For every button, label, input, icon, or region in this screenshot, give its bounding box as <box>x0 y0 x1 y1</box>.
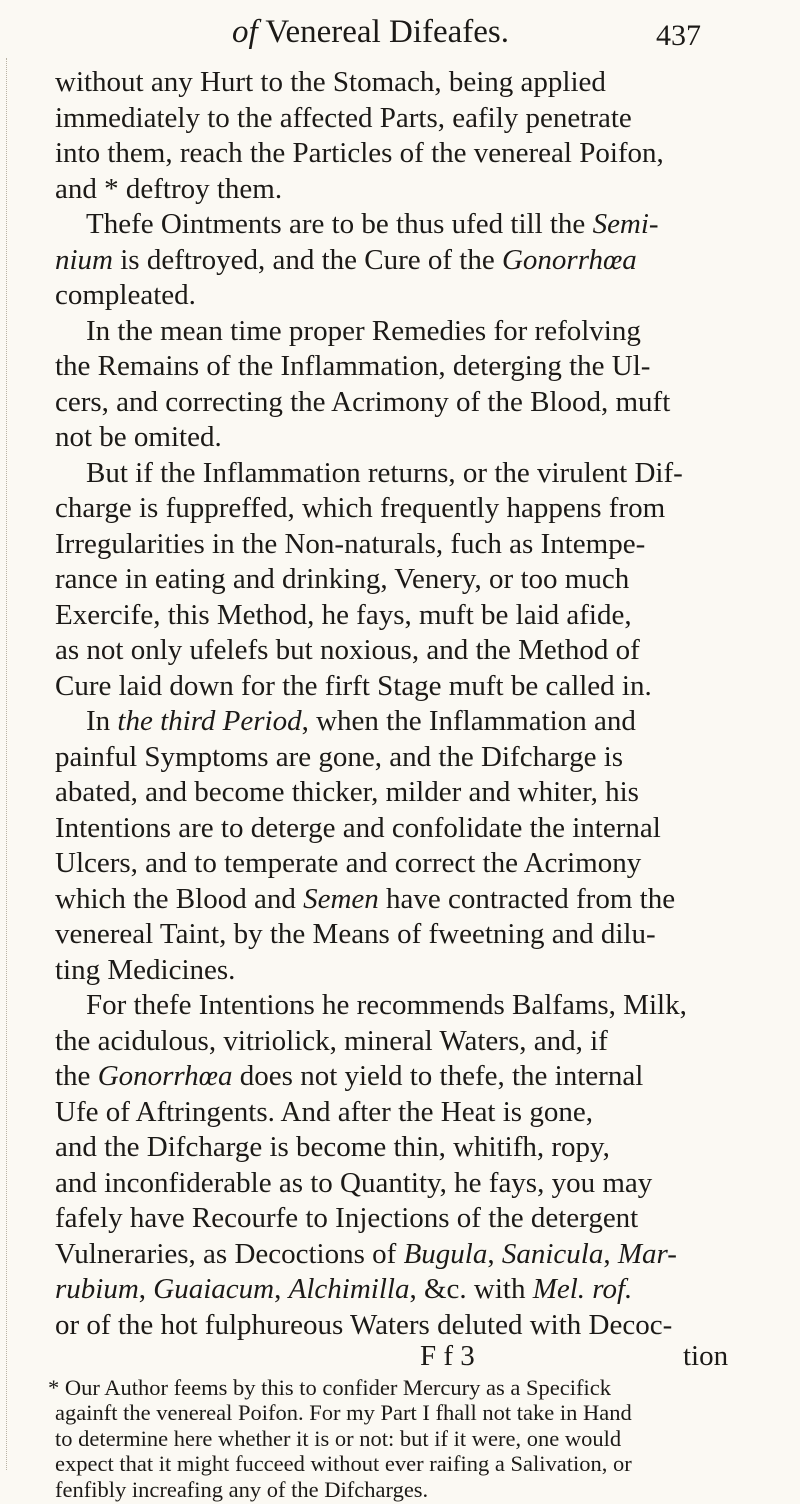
italic-span: Alchimilla <box>288 1273 410 1305</box>
text-line <box>55 133 664 173</box>
text-line <box>55 630 640 670</box>
text-line <box>86 311 641 351</box>
text-span: the <box>55 1060 98 1092</box>
italic-span: Semi- <box>592 208 659 240</box>
text-line <box>86 204 659 244</box>
footnote-line: to determine here whether it is or not: but if it were, one would <box>55 1425 622 1451</box>
signature-mark: F f 3 <box>420 1340 475 1372</box>
text-line <box>55 1127 610 1167</box>
text-span: In the mean time proper Remedies for refolving <box>86 314 641 347</box>
italic-span: nium <box>55 243 113 276</box>
text-span: immediately to the affected Parts, eafily penetrate <box>55 101 632 134</box>
text-line <box>55 382 670 422</box>
text-line <box>55 240 637 280</box>
text-span: For thefe Intentions he recommends Balfams, Milk, <box>86 989 687 1021</box>
text-line <box>55 98 632 138</box>
text-line <box>55 275 196 315</box>
italic-span: Mar- <box>617 1237 677 1270</box>
italic-span: Guaiacum <box>153 1273 275 1305</box>
text-line <box>55 559 629 599</box>
text-span: venereal Taint, by the Means of fweetning and dilu- <box>55 918 656 950</box>
text-line <box>55 1198 638 1238</box>
text-span: But if the Inflammation returns, or the virulent Dif- <box>86 456 683 489</box>
text-line <box>55 417 222 457</box>
text-line <box>55 950 235 990</box>
text-span: fafely have Recourfe to Injections of the detergent <box>55 1202 639 1234</box>
text-line <box>55 1234 677 1274</box>
text-span: not be omited. <box>55 421 222 453</box>
text-span: Ulcers, and to temperate and correct the Acrimony <box>55 847 642 879</box>
text-line <box>86 701 636 741</box>
text-span: and the Difcharge is become thin, whitifh, ropy, <box>55 1131 610 1163</box>
text-span: as not only ufelefs but noxious, and the Method of <box>55 634 640 666</box>
italic-span: Mel. rof. <box>532 1273 633 1305</box>
text-span: , when the Inflammation and <box>301 705 636 737</box>
text-span: cers, and correcting the Acrimony of the Blood, muft <box>55 385 671 418</box>
text-line <box>55 879 675 919</box>
footnote-line: expect that it might fucceed without ever raifing a Salivation, or <box>55 1451 632 1476</box>
italic-span: rubium <box>55 1273 139 1305</box>
text-span: or of the hot fulphureous Waters deluted with Decoc- <box>55 1308 673 1341</box>
text-span: the Remains of the Inflammation, deterging the Ul- <box>55 350 651 382</box>
text-span: In <box>86 705 118 737</box>
text-span: which the Blood and <box>55 882 304 915</box>
text-span: Ufe of Aftringents. And after the Heat is gone, <box>55 1095 593 1128</box>
text-line <box>55 1269 632 1309</box>
text-span: Cure laid down for the firft Stage muft be called in. <box>55 669 652 702</box>
text-span: into them, reach the Particles of the venereal Poifon, <box>55 137 664 169</box>
text-span: and * deftroy them. <box>55 172 283 205</box>
text-span: abated, and become thicker, milder and whiter, his <box>55 776 639 808</box>
text-span: Exercife, this Method, he fays, muft be laid afide, <box>55 598 632 631</box>
text-line <box>55 595 632 635</box>
text-line <box>86 453 683 493</box>
italic-span: the third Period <box>117 705 302 737</box>
text-line <box>55 772 639 812</box>
text-span: ting Medicines. <box>55 953 236 986</box>
binding-edge <box>0 58 7 1470</box>
text-line <box>55 1305 672 1345</box>
footnote-line: againft the venereal Poifon. For my Part I fhall not take in Hand <box>55 1400 632 1425</box>
running-header <box>232 12 772 52</box>
text-span: is deftroyed, and the Cure of the <box>113 243 502 276</box>
text-span: rance in eating and drinking, Venery, or too much <box>55 563 630 595</box>
text-line <box>55 914 656 954</box>
text-span: Intentions are to deterge and confolidate the internal <box>55 811 661 844</box>
footnote-line: fenfibly increafing any of the Difcharges. <box>55 1476 429 1502</box>
text-line <box>55 62 606 102</box>
text-span: painful Symptoms are gone, and the Difcharge is <box>55 740 624 773</box>
catchword: tion <box>683 1340 729 1372</box>
text-line <box>55 1092 593 1132</box>
page-number: 437 <box>656 19 701 52</box>
text-span: , <box>138 1273 154 1305</box>
footnote-line: * Our Author feems by this to confider Mercury as a Specifick <box>48 1374 611 1400</box>
text-line <box>55 169 282 209</box>
text-span: charge is fuppreffed, which frequently happens from <box>55 492 666 524</box>
text-line <box>55 488 665 528</box>
italic-span: Sanicula <box>501 1237 604 1270</box>
text-line <box>55 737 623 777</box>
text-line <box>55 1056 643 1096</box>
text-span: does not yield to thefe, the internal <box>232 1060 644 1092</box>
text-span: compleated. <box>55 279 196 311</box>
text-line <box>55 1021 608 1061</box>
text-span: the acidulous, vitriolick, mineral Waters, and, if <box>55 1024 608 1057</box>
text-line <box>55 843 641 883</box>
text-span: , <box>487 1237 502 1270</box>
italic-span: Semen <box>303 882 379 915</box>
text-span: and inconfiderable as to Quantity, he fays, you may <box>55 1166 653 1199</box>
text-span: Thefe Ointments are to be thus ufed till the <box>86 208 593 240</box>
text-line <box>55 524 645 564</box>
italic-span: Gonorrhœa <box>97 1060 233 1092</box>
text-line <box>55 1163 652 1203</box>
text-span: Vulneraries, as Decoctions of <box>55 1237 404 1270</box>
text-span: Irregularities in the Non-naturals, fuch as Intempe- <box>55 527 646 560</box>
text-span: , <box>603 1237 618 1270</box>
text-line <box>86 985 687 1025</box>
italic-span: Bugula <box>403 1237 488 1270</box>
header-title <box>232 14 509 50</box>
text-span: , <box>274 1273 289 1305</box>
text-line <box>55 666 652 706</box>
text-span: without any Hurt to the Stomach, being applied <box>55 66 606 98</box>
header-title-of: of <box>232 14 258 50</box>
header-title-rest: Venereal Difeafes. <box>257 14 510 50</box>
text-span: , &c. with <box>409 1273 533 1305</box>
text-line <box>55 808 661 848</box>
italic-span: Gonorrhœa <box>501 243 637 276</box>
text-line <box>55 346 650 386</box>
text-span: have contracted from the <box>378 882 676 915</box>
